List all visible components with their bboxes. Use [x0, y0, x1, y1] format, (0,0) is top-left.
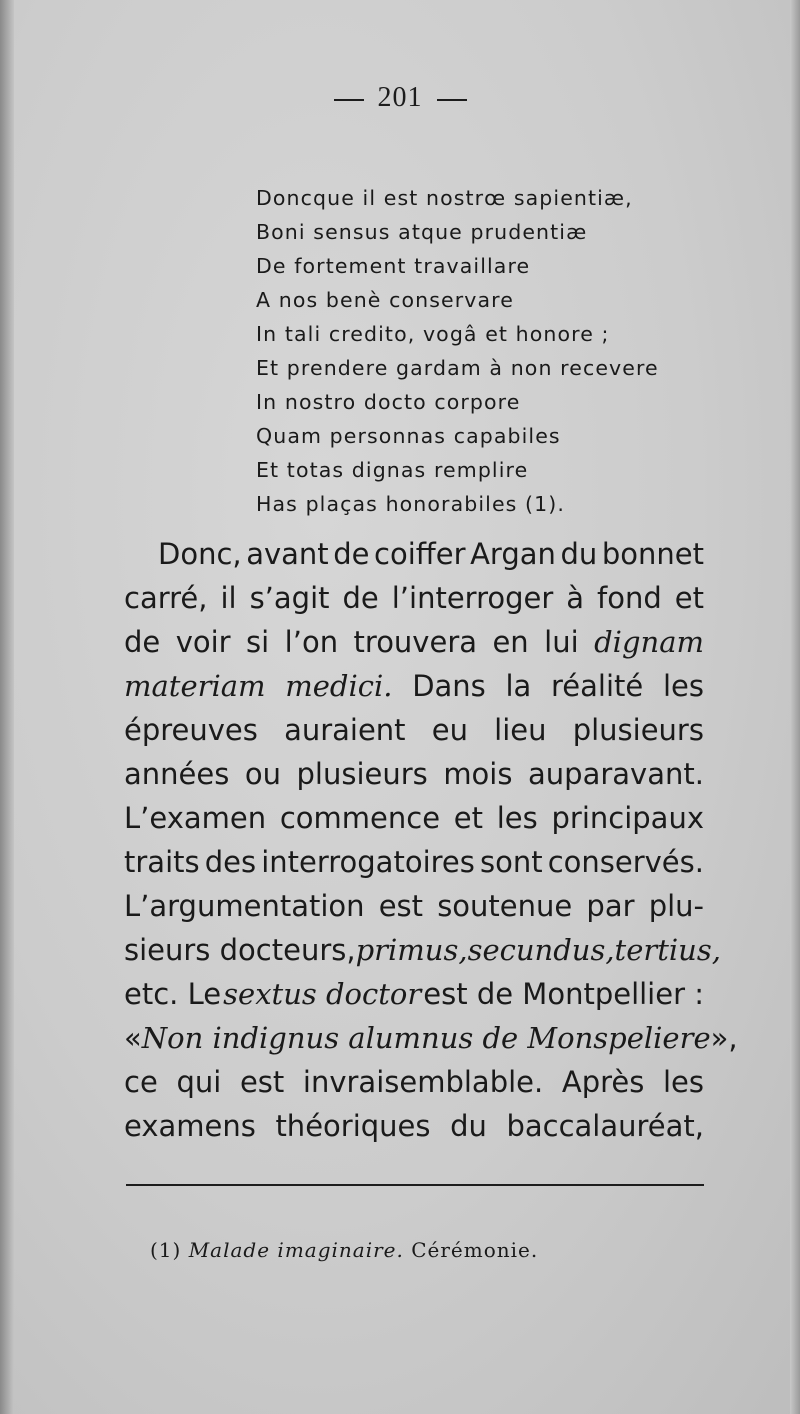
word: voir: [175, 625, 231, 659]
word: années: [124, 757, 230, 791]
word: épreuves: [124, 713, 258, 747]
prose-line: [124, 664, 704, 708]
prose-paragraph: [124, 532, 738, 1148]
verse-line: In nostro docto corpore: [256, 390, 521, 414]
italic-word: tertius,: [614, 933, 721, 967]
word: est: [239, 1065, 285, 1099]
prose-line: [124, 576, 704, 620]
italic-word: medici.: [285, 669, 393, 703]
verse-line: Et prendere gardam à non recevere: [256, 356, 659, 380]
word: de: [124, 625, 161, 659]
verse-block: [256, 181, 659, 521]
word: lui: [544, 625, 579, 659]
word: examens: [124, 1109, 256, 1143]
word: auraient: [284, 713, 406, 747]
prose-line: [124, 840, 704, 884]
word: sont: [479, 845, 543, 879]
italic-word: sextus doctor: [223, 977, 422, 1011]
word: du: [560, 537, 598, 571]
footnote-title: Malade imaginaire.: [188, 1238, 404, 1262]
word: L’examen: [124, 801, 267, 835]
dash-left: [334, 99, 364, 101]
italic-word: primus,: [355, 933, 468, 967]
prose-line: [124, 1104, 704, 1148]
footnote-divider: [126, 1184, 704, 1186]
verse-line: Has plaças honorabiles (1).: [256, 492, 566, 516]
quote-open: «: [124, 1021, 142, 1055]
word: trouvera: [353, 625, 478, 659]
prose-line: [124, 796, 704, 840]
page-number: 201: [377, 82, 423, 113]
word: fond: [597, 581, 662, 615]
footnote: [150, 1238, 538, 1262]
word: l’interroger: [391, 581, 554, 615]
footnote-marker: (1): [150, 1238, 182, 1262]
word: l’on: [284, 625, 339, 659]
prose-line: [124, 928, 721, 972]
word: théoriques: [275, 1109, 431, 1143]
word: soutenue: [437, 889, 573, 923]
word: baccalauréat,: [506, 1109, 704, 1143]
italic-word: materiam: [124, 669, 266, 703]
word: ce: [124, 1065, 158, 1099]
page-edge-right: [790, 0, 800, 1414]
word: auparavant.: [528, 757, 704, 791]
word: bonnet: [601, 537, 704, 571]
word: les: [662, 1065, 704, 1099]
word: conservés.: [547, 845, 704, 879]
page-edge-left: [0, 0, 14, 1414]
word: il: [220, 581, 237, 615]
word: Donc,: [158, 537, 242, 571]
word: plusieurs: [296, 757, 428, 791]
word: mois: [443, 757, 513, 791]
word: réalité: [551, 669, 644, 703]
word: est de Montpellier :: [423, 977, 704, 1011]
page-number-header: [0, 82, 800, 114]
word: en: [492, 625, 529, 659]
word: invraisemblable.: [302, 1065, 544, 1099]
prose-line: [124, 884, 704, 928]
word: coiffer: [374, 537, 466, 571]
word: Après: [561, 1065, 645, 1099]
verse-line: De fortement travaillare: [256, 254, 531, 278]
word: par: [586, 889, 635, 923]
word: carré,: [124, 581, 208, 615]
verse-line: Et totas dignas remplire: [256, 458, 529, 482]
footnote-text: Cérémonie.: [411, 1238, 539, 1262]
word: principaux: [551, 801, 704, 835]
word: du: [450, 1109, 487, 1143]
italic-word: dignam: [594, 625, 704, 659]
verse-line: In tali credito, vogâ et honore ;: [256, 322, 610, 346]
word: commence: [279, 801, 441, 835]
word: traits: [124, 845, 200, 879]
italic-phrase: Non indignus alumnus de Monspeliere: [141, 1021, 711, 1055]
prose-line: [124, 1060, 704, 1104]
word: est: [378, 889, 424, 923]
word: à: [566, 581, 585, 615]
word: interrogatoires: [261, 845, 475, 879]
verse-line: Quam personnas capabiles: [256, 424, 561, 448]
quote-close: »,: [710, 1021, 738, 1055]
word: la: [505, 669, 532, 703]
word: les: [496, 801, 538, 835]
word: sieurs docteurs,: [124, 933, 356, 967]
word: L’argumentation: [124, 889, 365, 923]
verse-line: Boni sensus atque prudentiæ: [256, 220, 588, 244]
word: si: [246, 625, 270, 659]
word: et: [674, 581, 704, 615]
word: ou: [244, 757, 281, 791]
prose-line: [124, 972, 704, 1016]
verse-line: Doncque il est nostrœ sapientiæ,: [256, 186, 633, 210]
quote-group: [124, 1016, 711, 1060]
prose-line: [124, 752, 704, 796]
word: plu-: [648, 889, 704, 923]
word: plusieurs: [572, 713, 704, 747]
word: eu: [431, 713, 468, 747]
verse-line: A nos benè conservare: [256, 288, 514, 312]
word: etc. Le: [124, 977, 222, 1011]
italic-word: secundus,: [467, 933, 615, 967]
word: Argan: [470, 537, 556, 571]
prose-line: [124, 1016, 738, 1060]
prose-line: [124, 532, 704, 576]
word: s’agit: [249, 581, 330, 615]
word: lieu: [494, 713, 547, 747]
dash-right: [437, 99, 467, 101]
word: qui: [176, 1065, 222, 1099]
prose-line: [124, 708, 704, 752]
prose-line: [124, 620, 704, 664]
word: et: [453, 801, 484, 835]
word: de: [342, 581, 379, 615]
word: Dans: [412, 669, 486, 703]
word: de: [333, 537, 370, 571]
word: avant: [246, 537, 329, 571]
word: les: [662, 669, 704, 703]
word: des: [204, 845, 257, 879]
